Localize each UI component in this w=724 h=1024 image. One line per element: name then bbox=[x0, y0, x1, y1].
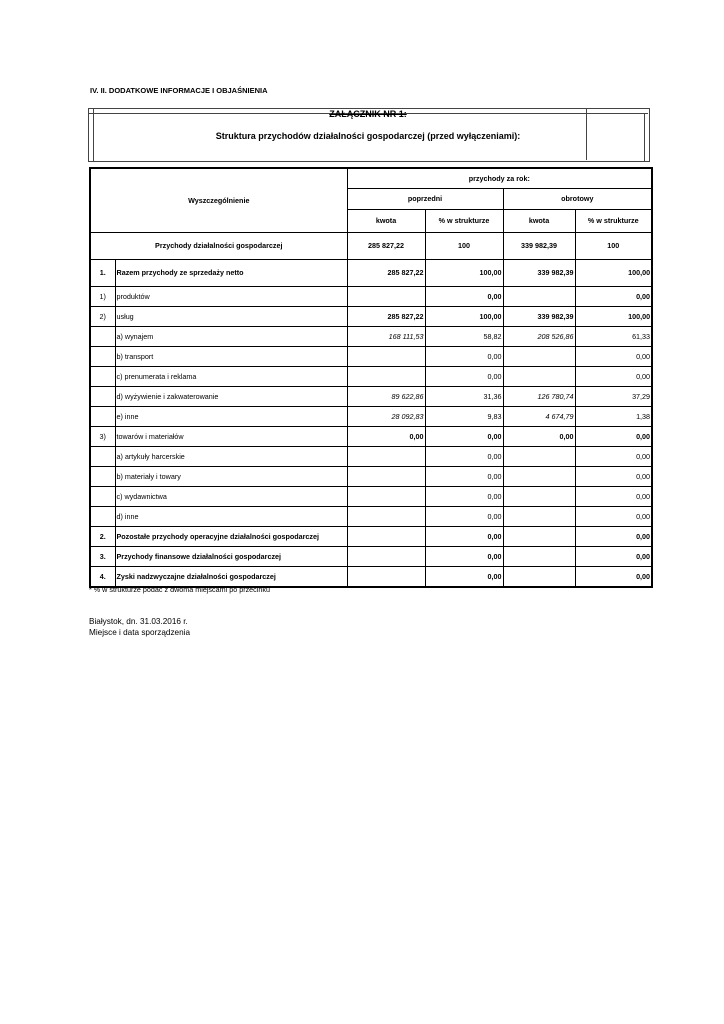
prev-pct: 0,00 bbox=[425, 366, 503, 386]
prev-pct: 0,00 bbox=[425, 526, 503, 546]
header-amount: kwota bbox=[347, 209, 425, 232]
cur-pct: 0,00 bbox=[575, 446, 652, 466]
cur-amount bbox=[503, 546, 575, 566]
prev-amount bbox=[347, 566, 425, 587]
cur-amount bbox=[503, 486, 575, 506]
table-row bbox=[90, 506, 652, 526]
cur-pct: 0,00 bbox=[575, 466, 652, 486]
prev-amount bbox=[347, 546, 425, 566]
header-spec: Wyszczególnienie bbox=[90, 168, 347, 232]
table-row bbox=[90, 486, 652, 506]
cur-amount bbox=[503, 506, 575, 526]
row-label: produktów bbox=[115, 286, 347, 306]
revenue-structure-table bbox=[89, 167, 653, 588]
row-label: c) wydawnictwa bbox=[115, 486, 347, 506]
cur-pct: 0,00 bbox=[575, 566, 652, 587]
row-label: d) inne bbox=[115, 506, 347, 526]
annex-subtitle: Struktura przychodów działalności gospodarczej (przed wyłączeniami): bbox=[215, 131, 521, 141]
row-label: Razem przychody ze sprzedaży netto bbox=[115, 259, 347, 286]
row-number bbox=[90, 466, 115, 486]
footnote: * % w strukturze podać z dwoma miejscami po przecinku bbox=[89, 585, 270, 594]
row-number bbox=[90, 366, 115, 386]
cur-pct: 1,38 bbox=[575, 406, 652, 426]
prev-amount: 168 111,53 bbox=[347, 326, 425, 346]
prev-pct: 0,00 bbox=[425, 546, 503, 566]
row-number: 4. bbox=[90, 566, 115, 587]
row-label: towarów i materiałów bbox=[115, 426, 347, 446]
cur-amount: 339 982,39 bbox=[503, 259, 575, 286]
summary-label: Przychody działalności gospodarczej bbox=[90, 232, 347, 259]
table-row bbox=[90, 306, 652, 326]
prev-pct: 0,00 bbox=[425, 446, 503, 466]
row-label: d) wyżywienie i zakwaterowanie bbox=[115, 386, 347, 406]
cur-pct: 0,00 bbox=[575, 286, 652, 306]
prev-pct: 0,00 bbox=[425, 506, 503, 526]
cur-pct: 37,29 bbox=[575, 386, 652, 406]
prev-amount bbox=[347, 466, 425, 486]
cur-pct: 61,33 bbox=[575, 326, 652, 346]
table-row bbox=[90, 566, 652, 587]
row-number bbox=[90, 406, 115, 426]
row-number: 1. bbox=[90, 259, 115, 286]
row-number: 3) bbox=[90, 426, 115, 446]
table-row bbox=[90, 526, 652, 546]
cur-pct: 100,00 bbox=[575, 259, 652, 286]
cur-amount: 0,00 bbox=[503, 426, 575, 446]
prev-amount bbox=[347, 346, 425, 366]
row-number bbox=[90, 506, 115, 526]
row-number bbox=[90, 386, 115, 406]
prev-amount: 89 622,86 bbox=[347, 386, 425, 406]
table-row bbox=[90, 346, 652, 366]
cur-amount bbox=[503, 346, 575, 366]
row-label: c) prenumerata i reklama bbox=[115, 366, 347, 386]
cur-amount: 208 526,86 bbox=[503, 326, 575, 346]
table-row bbox=[90, 259, 652, 286]
cur-pct: 0,00 bbox=[575, 526, 652, 546]
table-row bbox=[90, 286, 652, 306]
prev-amount bbox=[347, 526, 425, 546]
prev-pct: 0,00 bbox=[425, 466, 503, 486]
prev-amount: 285 827,22 bbox=[347, 306, 425, 326]
row-number: 2. bbox=[90, 526, 115, 546]
header-row bbox=[90, 168, 652, 188]
row-label: a) artykuły harcerskie bbox=[115, 446, 347, 466]
table-row bbox=[90, 386, 652, 406]
cur-pct: 0,00 bbox=[575, 486, 652, 506]
cur-amount bbox=[503, 526, 575, 546]
summary-prev-amount: 285 827,22 bbox=[347, 232, 425, 259]
header-amount: kwota bbox=[503, 209, 575, 232]
prev-pct: 0,00 bbox=[425, 426, 503, 446]
header-current-year: obrotowy bbox=[503, 188, 652, 209]
place-date-value: Białystok, dn. 31.03.2016 r. bbox=[89, 617, 188, 626]
prev-amount bbox=[347, 286, 425, 306]
prev-amount bbox=[347, 366, 425, 386]
annex-title: ZAŁĄCZNIK NR 1: bbox=[329, 109, 407, 119]
table-row bbox=[90, 406, 652, 426]
cur-amount bbox=[503, 566, 575, 587]
cur-pct: 0,00 bbox=[575, 366, 652, 386]
table-row bbox=[90, 426, 652, 446]
row-number: 3. bbox=[90, 546, 115, 566]
summary-cur-amount: 339 982,39 bbox=[503, 232, 575, 259]
row-label: Pozostałe przychody operacyjne działalności gospodarczej bbox=[115, 526, 347, 546]
table-row bbox=[90, 446, 652, 466]
header-income-for-year: przychody za rok: bbox=[347, 168, 652, 188]
header-previous-year: poprzedni bbox=[347, 188, 503, 209]
row-label: b) materiały i towary bbox=[115, 466, 347, 486]
cur-pct: 0,00 bbox=[575, 506, 652, 526]
prev-amount bbox=[347, 506, 425, 526]
cur-amount bbox=[503, 446, 575, 466]
cur-amount bbox=[503, 366, 575, 386]
header-pct: % w strukturze bbox=[425, 209, 503, 232]
prev-amount: 285 827,22 bbox=[347, 259, 425, 286]
row-label: Zyski nadzwyczajne działalności gospodarczej bbox=[115, 566, 347, 587]
cur-pct: 0,00 bbox=[575, 546, 652, 566]
row-label: Przychody finansowe działalności gospodarczej bbox=[115, 546, 347, 566]
prev-pct: 0,00 bbox=[425, 566, 503, 587]
summary-cur-pct: 100 bbox=[575, 232, 652, 259]
row-number: 1) bbox=[90, 286, 115, 306]
summary-row bbox=[90, 232, 652, 259]
cur-amount: 339 982,39 bbox=[503, 306, 575, 326]
cur-amount: 126 780,74 bbox=[503, 386, 575, 406]
prev-pct: 0,00 bbox=[425, 486, 503, 506]
table-row bbox=[90, 546, 652, 566]
cur-pct: 0,00 bbox=[575, 346, 652, 366]
cur-amount bbox=[503, 466, 575, 486]
row-number bbox=[90, 326, 115, 346]
cur-amount bbox=[503, 286, 575, 306]
place-date-label: Miejsce i data sporządzenia bbox=[89, 628, 191, 637]
prev-amount bbox=[347, 446, 425, 466]
row-number bbox=[90, 446, 115, 466]
header-pct: % w strukturze bbox=[575, 209, 652, 232]
prev-pct: 0,00 bbox=[425, 286, 503, 306]
cur-pct: 0,00 bbox=[575, 426, 652, 446]
prev-pct: 0,00 bbox=[425, 346, 503, 366]
row-label: e) inne bbox=[115, 406, 347, 426]
prev-amount: 0,00 bbox=[347, 426, 425, 446]
prev-amount bbox=[347, 486, 425, 506]
cur-amount: 4 674,79 bbox=[503, 406, 575, 426]
prev-pct: 100,00 bbox=[425, 259, 503, 286]
row-label: b) transport bbox=[115, 346, 347, 366]
prev-pct: 58,82 bbox=[425, 326, 503, 346]
table-row bbox=[90, 466, 652, 486]
prev-amount: 28 092,83 bbox=[347, 406, 425, 426]
section-title: IV. II. DODATKOWE INFORMACJE I OBJAŚNIENIA bbox=[90, 86, 268, 95]
row-number bbox=[90, 346, 115, 366]
summary-prev-pct: 100 bbox=[425, 232, 503, 259]
place-and-date bbox=[89, 616, 190, 638]
prev-pct: 9,83 bbox=[425, 406, 503, 426]
row-label: usług bbox=[115, 306, 347, 326]
cur-pct: 100,00 bbox=[575, 306, 652, 326]
row-number: 2) bbox=[90, 306, 115, 326]
prev-pct: 100,00 bbox=[425, 306, 503, 326]
table-row bbox=[90, 366, 652, 386]
row-label: a) wynajem bbox=[115, 326, 347, 346]
table-row bbox=[90, 326, 652, 346]
prev-pct: 31,36 bbox=[425, 386, 503, 406]
row-number bbox=[90, 486, 115, 506]
